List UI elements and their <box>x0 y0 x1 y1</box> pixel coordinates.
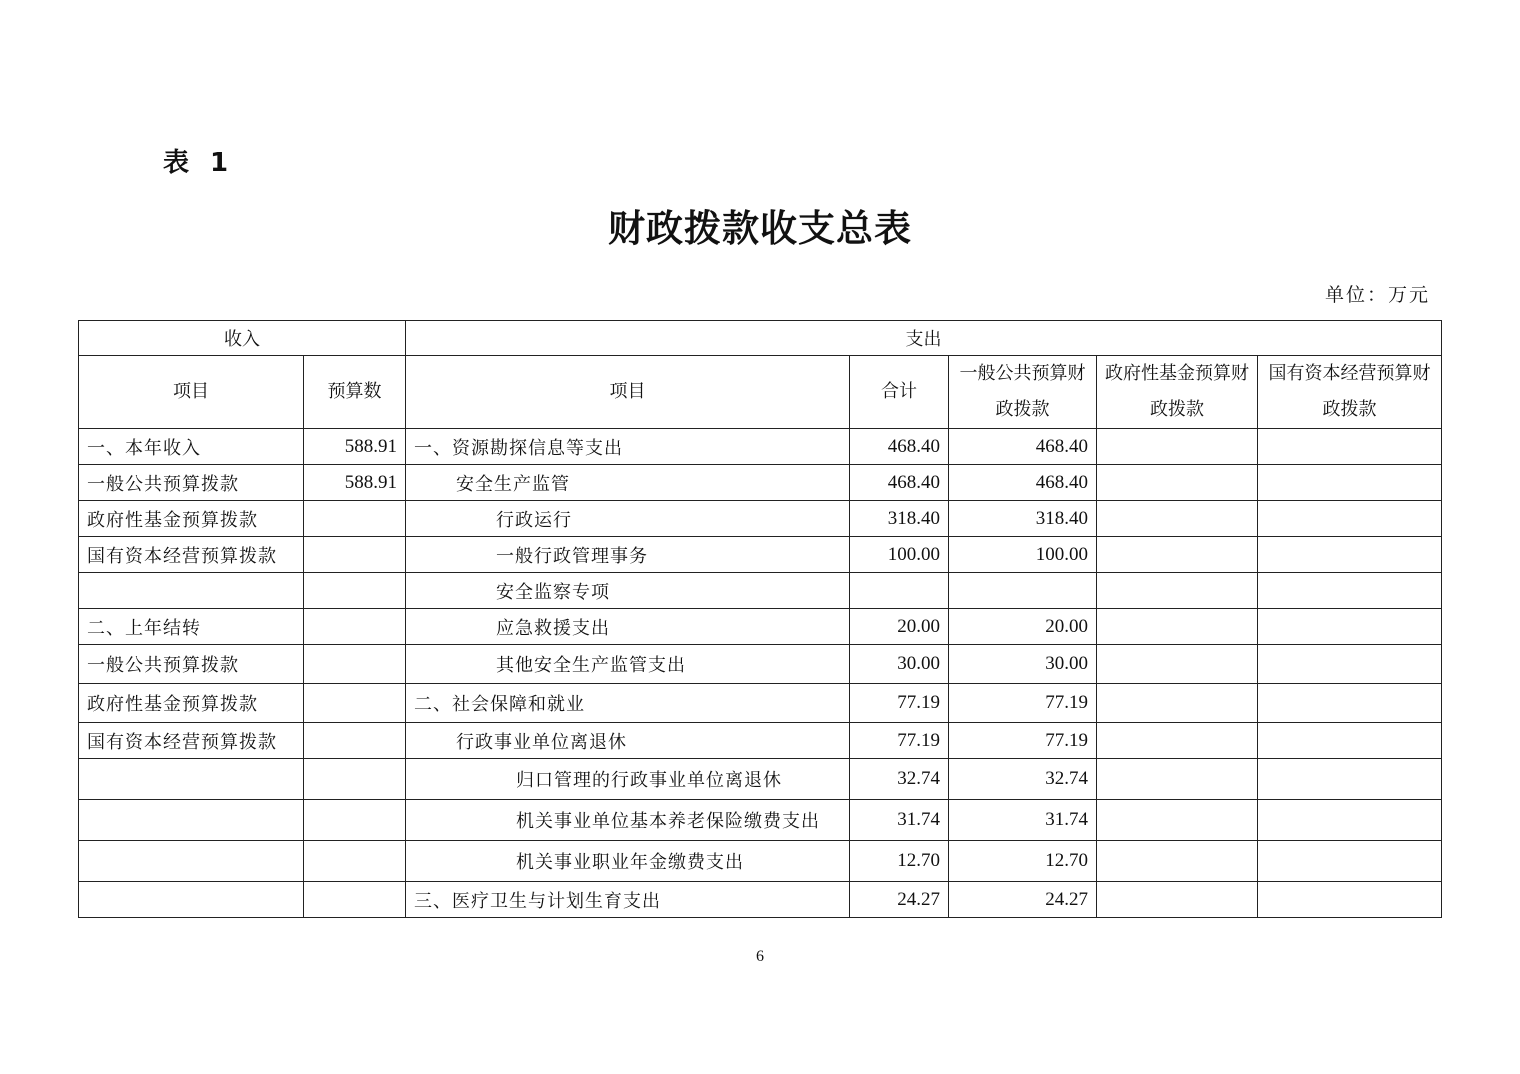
expense-item: 机关事业单位基本养老保险缴费支出 <box>406 800 850 841</box>
general-amount: 31.74 <box>949 800 1097 841</box>
capital-amount <box>1258 609 1442 645</box>
expense-item: 一般行政管理事务 <box>406 537 850 573</box>
unit-label: 单位：万元 <box>1324 284 1430 306</box>
capital-amount <box>1258 882 1442 918</box>
income-item <box>79 759 304 800</box>
general-amount: 100.00 <box>949 537 1097 573</box>
capital-amount <box>1258 537 1442 573</box>
capital-amount <box>1258 573 1442 609</box>
fund-amount <box>1097 882 1258 918</box>
table-row <box>79 429 1442 465</box>
income-amount <box>304 759 406 800</box>
table-label: 表 1 <box>163 148 235 178</box>
total-amount: 20.00 <box>850 609 949 645</box>
expense-item: 其他安全生产监管支出 <box>406 645 850 684</box>
income-amount <box>304 501 406 537</box>
income-item <box>79 573 304 609</box>
table-row <box>79 759 1442 800</box>
income-item <box>79 800 304 841</box>
expense-item: 行政事业单位离退休 <box>406 723 850 759</box>
header-row-columns <box>79 356 1442 429</box>
total-amount: 77.19 <box>850 723 949 759</box>
expense-item: 三、医疗卫生与计划生育支出 <box>406 882 850 918</box>
income-header: 收入 <box>79 321 406 356</box>
capital-amount <box>1258 723 1442 759</box>
fund-amount <box>1097 759 1258 800</box>
fund-amount <box>1097 723 1258 759</box>
capital-amount <box>1258 684 1442 723</box>
fund-amount <box>1097 800 1258 841</box>
income-item: 一、本年收入 <box>79 429 304 465</box>
income-amount <box>304 800 406 841</box>
general-amount: 318.40 <box>949 501 1097 537</box>
capital-amount <box>1258 501 1442 537</box>
general-amount: 20.00 <box>949 609 1097 645</box>
fund-amount <box>1097 645 1258 684</box>
expense-item: 归口管理的行政事业单位离退休 <box>406 759 850 800</box>
fund-amount <box>1097 684 1258 723</box>
gov-fund-header: 政府性基金预算财政拨款 <box>1097 356 1258 429</box>
fund-amount <box>1097 465 1258 501</box>
header-row-top <box>79 321 1442 356</box>
state-capital-header: 国有资本经营预算财政拨款 <box>1258 356 1442 429</box>
expense-item: 一、资源勘探信息等支出 <box>406 429 850 465</box>
income-item: 政府性基金预算拨款 <box>79 684 304 723</box>
general-amount: 77.19 <box>949 684 1097 723</box>
capital-amount <box>1258 800 1442 841</box>
income-amount <box>304 609 406 645</box>
income-amount <box>304 645 406 684</box>
total-amount: 77.19 <box>850 684 949 723</box>
table-row <box>79 609 1442 645</box>
income-item-header: 项目 <box>79 356 304 429</box>
fund-amount <box>1097 537 1258 573</box>
capital-amount <box>1258 759 1442 800</box>
table-row <box>79 800 1442 841</box>
capital-amount <box>1258 645 1442 684</box>
fund-amount <box>1097 609 1258 645</box>
table-row <box>79 882 1442 918</box>
income-item: 二、上年结转 <box>79 609 304 645</box>
fund-amount <box>1097 841 1258 882</box>
general-amount: 468.40 <box>949 429 1097 465</box>
general-amount: 12.70 <box>949 841 1097 882</box>
expense-item: 安全监察专项 <box>406 573 850 609</box>
total-amount: 12.70 <box>850 841 949 882</box>
table-row <box>79 841 1442 882</box>
table-row <box>79 723 1442 759</box>
table-row <box>79 501 1442 537</box>
general-amount <box>949 573 1097 609</box>
capital-amount <box>1258 841 1442 882</box>
total-amount: 100.00 <box>850 537 949 573</box>
total-amount <box>850 573 949 609</box>
income-amount: 588.91 <box>304 429 406 465</box>
expense-item: 行政运行 <box>406 501 850 537</box>
expense-item: 二、社会保障和就业 <box>406 684 850 723</box>
table-row <box>79 645 1442 684</box>
income-item: 国有资本经营预算拨款 <box>79 723 304 759</box>
income-amount <box>304 573 406 609</box>
expense-item: 机关事业职业年金缴费支出 <box>406 841 850 882</box>
income-item: 国有资本经营预算拨款 <box>79 537 304 573</box>
total-amount: 318.40 <box>850 501 949 537</box>
general-amount: 24.27 <box>949 882 1097 918</box>
income-amount <box>304 841 406 882</box>
expense-item-header: 项目 <box>406 356 850 429</box>
table-row <box>79 573 1442 609</box>
income-amount: 588.91 <box>304 465 406 501</box>
expense-item: 安全生产监管 <box>406 465 850 501</box>
general-public-header: 一般公共预算财政拨款 <box>949 356 1097 429</box>
income-amount <box>304 723 406 759</box>
total-amount: 468.40 <box>850 465 949 501</box>
income-item <box>79 841 304 882</box>
page-number: 6 <box>756 948 764 965</box>
fund-amount <box>1097 429 1258 465</box>
capital-amount <box>1258 429 1442 465</box>
income-item: 政府性基金预算拨款 <box>79 501 304 537</box>
general-amount: 77.19 <box>949 723 1097 759</box>
income-item <box>79 882 304 918</box>
budget-table <box>78 320 1442 918</box>
total-amount: 31.74 <box>850 800 949 841</box>
general-amount: 468.40 <box>949 465 1097 501</box>
total-amount: 24.27 <box>850 882 949 918</box>
income-amount <box>304 684 406 723</box>
income-item: 一般公共预算拨款 <box>79 645 304 684</box>
total-header: 合计 <box>850 356 949 429</box>
income-budget-header: 预算数 <box>304 356 406 429</box>
table-row <box>79 684 1442 723</box>
expense-header: 支出 <box>406 321 1442 356</box>
fund-amount <box>1097 501 1258 537</box>
table-row <box>79 537 1442 573</box>
table-row <box>79 465 1442 501</box>
general-amount: 32.74 <box>949 759 1097 800</box>
capital-amount <box>1258 465 1442 501</box>
total-amount: 32.74 <box>850 759 949 800</box>
general-amount: 30.00 <box>949 645 1097 684</box>
total-amount: 468.40 <box>850 429 949 465</box>
document-title: 财政拨款收支总表 <box>608 207 912 250</box>
total-amount: 30.00 <box>850 645 949 684</box>
income-amount <box>304 882 406 918</box>
income-item: 一般公共预算拨款 <box>79 465 304 501</box>
fund-amount <box>1097 573 1258 609</box>
income-amount <box>304 537 406 573</box>
expense-item: 应急救援支出 <box>406 609 850 645</box>
